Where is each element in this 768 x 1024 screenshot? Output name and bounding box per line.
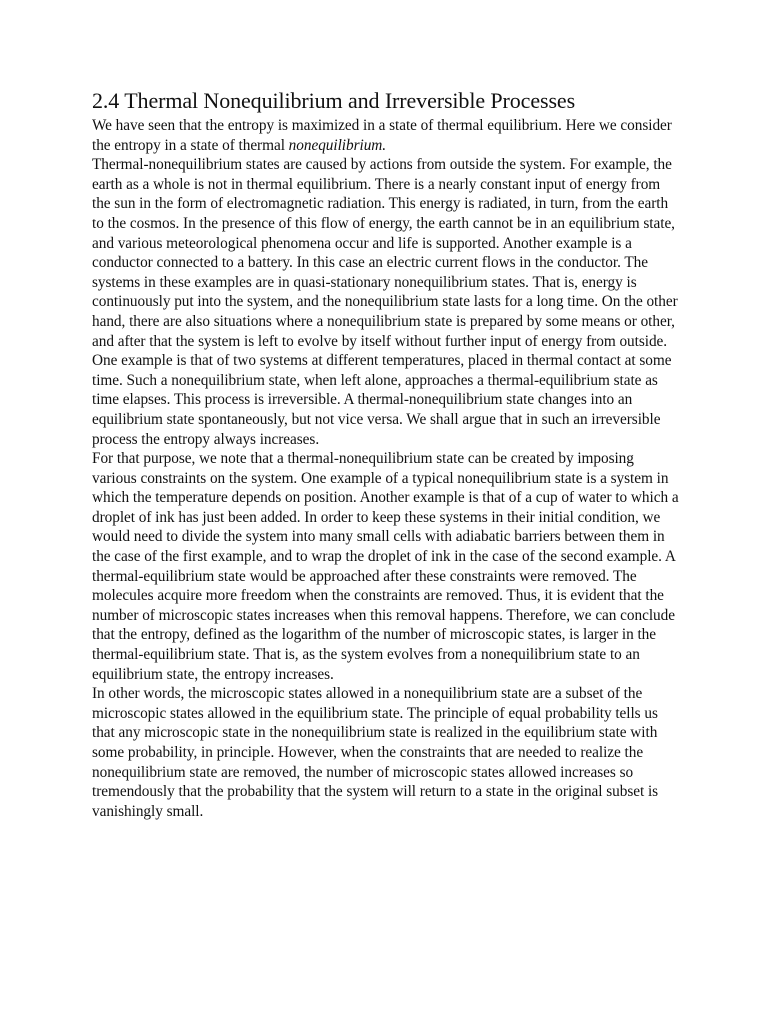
paragraph-microscopic-states: In other words, the microscopic states allowed in a nonequilibrium state are a subset of the microscopic states allowed in the equilibrium state. The principle of equal probability tells us that any microscopic state in the nonequilibrium state is realized in the equilibrium state with some probability, in principle. However, when the constraints that are needed to realize the nonequilibrium state are removed, the number of microscopic states allowed increases so tremendously that the probability that the system will return to a state in the original subset is vanishingly small. — [92, 685, 659, 820]
document-page — [92, 86, 682, 821]
paragraph-nonequilibrium-causes: Thermal-nonequilibrium states are caused by actions from outside the system. For example, the earth as a whole is not in thermal equilibrium. There is a nearly constant input of energy from the sun in the form of electromagnetic radiation. This energy is radiated, in turn, from the earth to the cosmos. In the presence of this flow of energy, the earth cannot be in an equilibrium state, and various meteorological phenomena occur and life is supported. Another example is a conductor connected to a battery. In this case an electric current flows in the conductor. The systems in these examples are in quasi-stationary nonequilibrium states. That is, energy is continuously put into the system, and the nonequilibrium state lasts for a long time. On the other hand, there are also situations where a nonequilibrium state is prepared by some means or other, and after that the system is left to evolve by itself without further input of energy from outside. One example is that of two systems at different temperatures, placed in thermal contact at some time. Such a nonequilibrium state, when left alone, approaches a thermal-equilibrium state as time elapses. This process is irreversible. A thermal-nonequilibrium state changes into an equilibrium state spontaneously, but not vice versa. We shall argue that in such an irreversible process the entropy always increases. — [92, 156, 678, 448]
paragraph-constraints: For that purpose, we note that a thermal-nonequilibrium state can be created by imposing various constraints on the system. One example of a typical nonequilibrium state is a system in which the temperature depends on position. Another example is that of a cup of water to which a droplet of ink has just been added. In order to keep these systems in their initial condition, we would need to divide the system into many small cells with adiabatic barriers between them in the case of the first example, and to wrap the droplet of ink in the case of the second example. A thermal-equilibrium state would be approached after these constraints were removed. The molecules acquire more freedom when the constraints are removed. Thus, it is evident that the number of microscopic states increases when this removal happens. Therefore, we can conclude that the entropy, defined as the logarithm of the number of microscopic states, is larger in the thermal-equilibrium state. That is, as the system evolves from a nonequilibrium state to an equilibrium state, the entropy increases. — [92, 450, 679, 683]
paragraph-intro-text: We have seen that the entropy is maximized in a state of thermal equilibrium. Here we consider the entropy in a state of thermal — [92, 117, 672, 154]
paragraph-intro — [92, 116, 682, 155]
section-title: 2.4 Thermal Nonequilibrium and Irreversible Processes — [92, 88, 576, 113]
emphasis-nonequilibrium: nonequilibrium. — [288, 136, 387, 154]
